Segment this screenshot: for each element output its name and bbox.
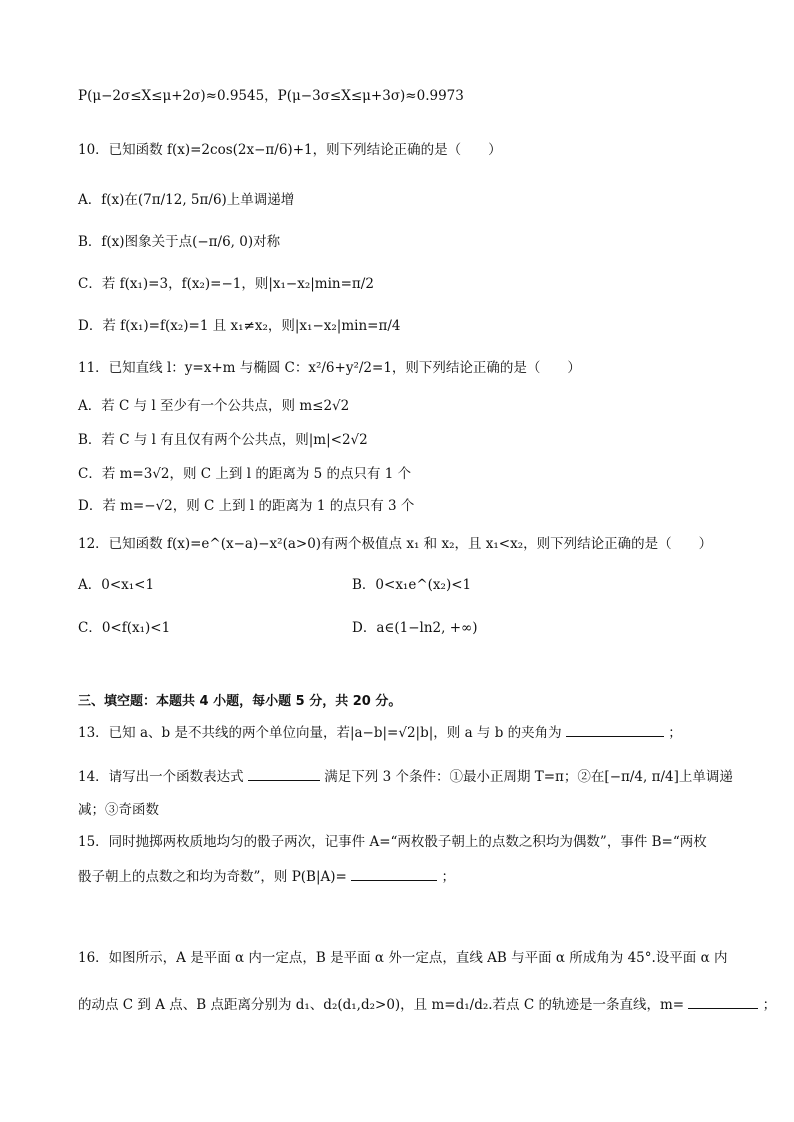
- answer-blank: [248, 764, 320, 781]
- question-10-option-a: A．f(x)在(7π/12, 5π/6)上单调递增: [78, 192, 295, 208]
- question-11-option-c: C．若 m=3√2，则 C 上到 l 的距离为 5 的点只有 1 个: [78, 466, 412, 482]
- question-14-text-end: 满足下列 3 个条件：①最小正周期 T=π；②在[−π/4, π/4]上单调递: [324, 769, 733, 785]
- question-11-stem: 11．已知直线 l：y=x+m 与椭圆 C：x²/6+y²/2=1，则下列结论正确的是（ ）: [78, 360, 581, 376]
- answer-blank: [566, 720, 664, 737]
- question-15-text: 骰子朝上的点数之和均为奇数”，则 P(B|A)=: [78, 869, 347, 885]
- question-16-line-2: [78, 992, 777, 1017]
- question-14: [78, 764, 734, 789]
- question-13-end: ；: [668, 725, 682, 741]
- question-14-continuation: 减；③奇函数: [78, 802, 159, 818]
- normal-distribution-probabilities: P(μ−2σ≤X≤μ+2σ)≈0.9545，P(μ−3σ≤X≤μ+3σ)≈0.9973: [78, 88, 464, 104]
- question-10-option-c: C．若 f(x₁)=3，f(x₂)=−1，则|x₁−x₂|min=π/2: [78, 276, 374, 292]
- question-15-line-1: 15．同时抛掷两枚质地均匀的骰子两次，记事件 A=“两枚骰子朝上的点数之积均为偶数”，事件 B=“两枚: [78, 834, 707, 850]
- question-11-option-d: D．若 m=−√2，则 C 上到 l 的距离为 1 的点只有 3 个: [78, 498, 415, 514]
- question-16-text: 的动点 C 到 A 点、B 点距离分别为 d₁、d₂(d₁,d₂>0)，且 m=d₁/d₂.若点 C 的轨迹是一条直线，m=: [78, 997, 685, 1013]
- answer-blank: [688, 992, 758, 1009]
- question-14-text-start: 14．请写出一个函数表达式: [78, 769, 244, 785]
- question-12-option-b: B．0<x₁e^(x₂)<1: [352, 577, 472, 593]
- question-13: [78, 720, 734, 745]
- question-10-option-d: D．若 f(x₁)=f(x₂)=1 且 x₁≠x₂，则|x₁−x₂|min=π/4: [78, 318, 401, 334]
- question-13-text: 13．已知 a、b 是不共线的两个单位向量，若|a−b|=√2|b|，则 a 与 b 的夹角为: [78, 725, 562, 741]
- section-3-heading: 三、填空题：本题共 4 小题，每小题 5 分，共 20 分。: [78, 694, 402, 709]
- question-16-line-1: 16．如图所示，A 是平面 α 内一定点，B 是平面 α 外一定点，直线 AB 与平面 α 所成角为 45°.设平面 α 内: [78, 950, 728, 966]
- question-15-line-2: [78, 864, 734, 889]
- answer-blank: [351, 864, 437, 881]
- question-12-stem: 12．已知函数 f(x)=e^(x−a)−x²(a>0)有两个极值点 x₁ 和 x₂，且 x₁<x₂，则下列结论正确的是（ ）: [78, 536, 713, 552]
- question-15-end: ；: [441, 869, 455, 885]
- question-10-option-b: B．f(x)图象关于点(−π/6, 0)对称: [78, 234, 281, 250]
- question-10-stem: 10．已知函数 f(x)=2cos(2x−π/6)+1，则下列结论正确的是（ ）: [78, 142, 502, 158]
- question-16-end: ；: [762, 997, 777, 1013]
- question-11-option-a: A．若 C 与 l 至少有一个公共点，则 m≤2√2: [78, 398, 350, 414]
- question-12-option-a: A．0<x₁<1: [78, 577, 155, 593]
- question-12-option-c: C．0<f(x₁)<1: [78, 620, 171, 636]
- question-11-option-b: B．若 C 与 l 有且仅有两个公共点，则|m|<2√2: [78, 432, 368, 448]
- question-12-option-d: D．a∈(1−ln2, +∞): [352, 620, 478, 636]
